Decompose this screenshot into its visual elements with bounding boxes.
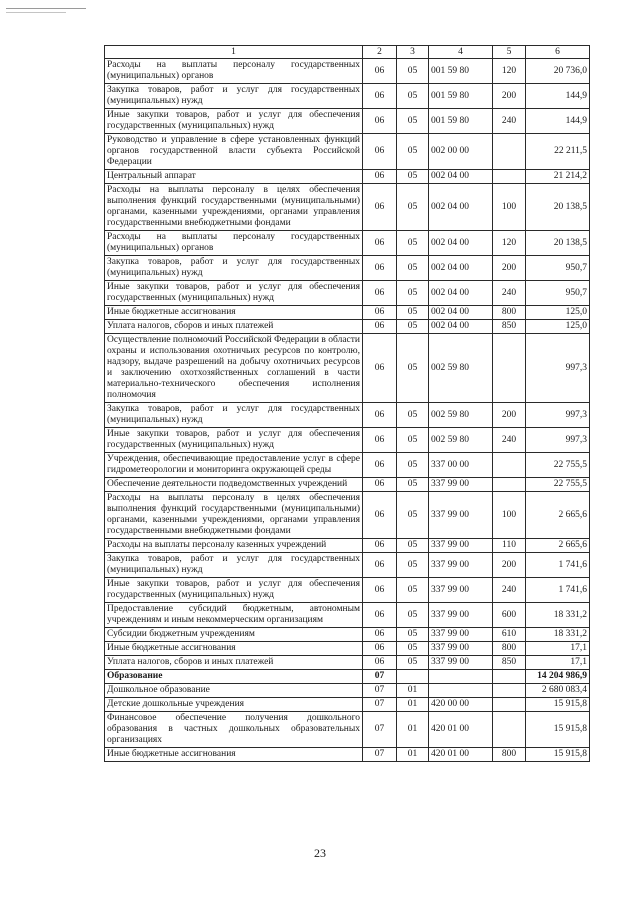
row-expense-type bbox=[493, 684, 526, 698]
table-body bbox=[105, 59, 590, 762]
row-name: Расходы на выплаты персоналу государственных (муниципальных) органов bbox=[105, 59, 363, 84]
row-target-article: 001 59 80 bbox=[429, 59, 493, 84]
row-subsection: 01 bbox=[397, 712, 429, 748]
row-expense-type: 100 bbox=[493, 492, 526, 539]
header-col-2: 2 bbox=[363, 46, 397, 59]
row-section: 06 bbox=[363, 403, 397, 428]
row-section: 06 bbox=[363, 320, 397, 334]
row-section: 06 bbox=[363, 453, 397, 478]
row-name: Финансовое обеспечение получения дошкольного образования в частных дошкольных образовательных организациях bbox=[105, 712, 363, 748]
table-row bbox=[105, 231, 590, 256]
row-name: Руководство и управление в сфере установленных функций органов государственной власти субъекта Российской Федерации bbox=[105, 134, 363, 170]
table-header bbox=[105, 46, 590, 59]
table-row bbox=[105, 184, 590, 231]
row-name: Уплата налогов, сборов и иных платежей bbox=[105, 656, 363, 670]
row-target-article: 001 59 80 bbox=[429, 109, 493, 134]
row-name: Закупка товаров, работ и услуг для государственных (муниципальных) нужд bbox=[105, 84, 363, 109]
row-name: Детские дошкольные учреждения bbox=[105, 698, 363, 712]
row-section: 06 bbox=[363, 656, 397, 670]
row-expense-type: 200 bbox=[493, 256, 526, 281]
table-row bbox=[105, 628, 590, 642]
row-expense-type: 120 bbox=[493, 231, 526, 256]
table-row bbox=[105, 256, 590, 281]
row-name: Расходы на выплаты персоналу государственных (муниципальных) органов bbox=[105, 231, 363, 256]
row-amount: 997,3 bbox=[526, 403, 590, 428]
row-amount: 20 138,5 bbox=[526, 184, 590, 231]
row-name: Уплата налогов, сборов и иных платежей bbox=[105, 320, 363, 334]
table-row bbox=[105, 334, 590, 403]
row-target-article: 337 99 00 bbox=[429, 628, 493, 642]
row-subsection: 05 bbox=[397, 134, 429, 170]
row-target-article: 420 00 00 bbox=[429, 698, 493, 712]
row-section: 06 bbox=[363, 539, 397, 553]
row-name: Расходы на выплаты персоналу казенных учреждений bbox=[105, 539, 363, 553]
row-amount: 997,3 bbox=[526, 334, 590, 403]
row-target-article: 002 59 80 bbox=[429, 403, 493, 428]
row-section: 06 bbox=[363, 170, 397, 184]
row-target-article: 337 99 00 bbox=[429, 553, 493, 578]
row-amount: 2 680 083,4 bbox=[526, 684, 590, 698]
row-section: 06 bbox=[363, 642, 397, 656]
row-section: 06 bbox=[363, 306, 397, 320]
row-section: 06 bbox=[363, 109, 397, 134]
row-expense-type bbox=[493, 478, 526, 492]
row-target-article: 337 99 00 bbox=[429, 492, 493, 539]
row-expense-type: 200 bbox=[493, 403, 526, 428]
row-target-article: 337 99 00 bbox=[429, 539, 493, 553]
row-section: 07 bbox=[363, 712, 397, 748]
row-target-article: 002 04 00 bbox=[429, 184, 493, 231]
row-subsection: 05 bbox=[397, 492, 429, 539]
row-name: Дошкольное образование bbox=[105, 684, 363, 698]
row-amount: 2 665,6 bbox=[526, 492, 590, 539]
table-row bbox=[105, 712, 590, 748]
row-amount: 950,7 bbox=[526, 256, 590, 281]
row-expense-type bbox=[493, 670, 526, 684]
row-target-article: 002 04 00 bbox=[429, 231, 493, 256]
row-amount: 18 331,2 bbox=[526, 628, 590, 642]
row-amount: 17,1 bbox=[526, 642, 590, 656]
row-name: Образование bbox=[105, 670, 363, 684]
table-row bbox=[105, 642, 590, 656]
row-section: 06 bbox=[363, 334, 397, 403]
row-target-article: 420 01 00 bbox=[429, 712, 493, 748]
row-amount: 2 665,6 bbox=[526, 539, 590, 553]
header-col-4: 4 bbox=[429, 46, 493, 59]
row-subsection: 05 bbox=[397, 453, 429, 478]
table-row bbox=[105, 553, 590, 578]
row-section: 06 bbox=[363, 256, 397, 281]
row-target-article: 337 99 00 bbox=[429, 603, 493, 628]
row-expense-type: 200 bbox=[493, 553, 526, 578]
row-subsection: 05 bbox=[397, 656, 429, 670]
row-expense-type: 850 bbox=[493, 320, 526, 334]
row-target-article: 420 01 00 bbox=[429, 748, 493, 762]
table-row bbox=[105, 698, 590, 712]
row-section: 06 bbox=[363, 478, 397, 492]
row-subsection: 01 bbox=[397, 748, 429, 762]
row-section: 06 bbox=[363, 603, 397, 628]
row-name: Закупка товаров, работ и услуг для государственных (муниципальных) нужд bbox=[105, 403, 363, 428]
row-target-article: 337 00 00 bbox=[429, 453, 493, 478]
header-col-1: 1 bbox=[105, 46, 363, 59]
row-expense-type bbox=[493, 134, 526, 170]
row-target-article: 002 00 00 bbox=[429, 134, 493, 170]
row-amount: 15 915,8 bbox=[526, 698, 590, 712]
row-section: 07 bbox=[363, 684, 397, 698]
row-expense-type: 240 bbox=[493, 578, 526, 603]
table-row bbox=[105, 170, 590, 184]
row-subsection: 05 bbox=[397, 553, 429, 578]
table-row bbox=[105, 539, 590, 553]
row-target-article bbox=[429, 670, 493, 684]
row-subsection: 05 bbox=[397, 256, 429, 281]
table-row bbox=[105, 109, 590, 134]
row-expense-type: 200 bbox=[493, 84, 526, 109]
row-subsection: 05 bbox=[397, 281, 429, 306]
row-subsection: 01 bbox=[397, 684, 429, 698]
row-expense-type: 100 bbox=[493, 184, 526, 231]
row-amount: 14 204 986,9 bbox=[526, 670, 590, 684]
row-name: Обеспечение деятельности подведомственных учреждений bbox=[105, 478, 363, 492]
row-expense-type: 600 bbox=[493, 603, 526, 628]
table-row bbox=[105, 603, 590, 628]
header-col-5: 5 bbox=[493, 46, 526, 59]
row-target-article: 337 99 00 bbox=[429, 578, 493, 603]
row-subsection: 05 bbox=[397, 320, 429, 334]
row-section: 07 bbox=[363, 698, 397, 712]
row-amount: 1 741,6 bbox=[526, 553, 590, 578]
row-section: 06 bbox=[363, 184, 397, 231]
row-section: 06 bbox=[363, 231, 397, 256]
row-subsection: 05 bbox=[397, 59, 429, 84]
row-expense-type: 120 bbox=[493, 59, 526, 84]
table-row bbox=[105, 748, 590, 762]
row-section: 07 bbox=[363, 670, 397, 684]
row-target-article: 002 04 00 bbox=[429, 320, 493, 334]
row-section: 06 bbox=[363, 553, 397, 578]
budget-table bbox=[104, 45, 590, 762]
row-expense-type bbox=[493, 712, 526, 748]
row-amount: 125,0 bbox=[526, 320, 590, 334]
table-row bbox=[105, 84, 590, 109]
header-row bbox=[105, 46, 590, 59]
row-section: 06 bbox=[363, 492, 397, 539]
row-amount: 20 736,0 bbox=[526, 59, 590, 84]
row-section: 06 bbox=[363, 84, 397, 109]
row-subsection: 05 bbox=[397, 478, 429, 492]
header-col-6: 6 bbox=[526, 46, 590, 59]
row-target-article: 337 99 00 bbox=[429, 478, 493, 492]
row-expense-type bbox=[493, 334, 526, 403]
row-expense-type: 110 bbox=[493, 539, 526, 553]
row-name: Субсидии бюджетным учреждениям bbox=[105, 628, 363, 642]
table-row bbox=[105, 492, 590, 539]
row-amount: 22 755,5 bbox=[526, 453, 590, 478]
row-name: Иные бюджетные ассигнования bbox=[105, 748, 363, 762]
row-name: Расходы на выплаты персоналу в целях обеспечения выполнения функций государственными (муниципальными) органами, казенными учреждениями, органами управления государственными внебюджетными фондами bbox=[105, 492, 363, 539]
row-name: Закупка товаров, работ и услуг для государственных (муниципальных) нужд bbox=[105, 553, 363, 578]
row-section: 07 bbox=[363, 748, 397, 762]
table-row bbox=[105, 670, 590, 684]
row-expense-type: 610 bbox=[493, 628, 526, 642]
table-row bbox=[105, 478, 590, 492]
row-name: Иные закупки товаров, работ и услуг для обеспечения государственных (муниципальных) нужд bbox=[105, 578, 363, 603]
table-row bbox=[105, 684, 590, 698]
row-section: 06 bbox=[363, 428, 397, 453]
row-subsection: 05 bbox=[397, 578, 429, 603]
row-target-article: 337 99 00 bbox=[429, 656, 493, 670]
row-subsection: 05 bbox=[397, 231, 429, 256]
row-target-article: 002 59 80 bbox=[429, 334, 493, 403]
row-name: Иные закупки товаров, работ и услуг для обеспечения государственных (муниципальных) нужд bbox=[105, 428, 363, 453]
row-amount: 144,9 bbox=[526, 84, 590, 109]
row-subsection: 05 bbox=[397, 306, 429, 320]
scan-mark bbox=[6, 8, 86, 9]
row-target-article: 002 04 00 bbox=[429, 281, 493, 306]
table-row bbox=[105, 59, 590, 84]
row-amount: 15 915,8 bbox=[526, 748, 590, 762]
table-row bbox=[105, 306, 590, 320]
header-col-3: 3 bbox=[397, 46, 429, 59]
row-expense-type: 850 bbox=[493, 656, 526, 670]
row-subsection: 05 bbox=[397, 428, 429, 453]
row-target-article: 337 99 00 bbox=[429, 642, 493, 656]
row-subsection: 05 bbox=[397, 403, 429, 428]
scan-mark bbox=[6, 12, 66, 13]
row-name: Иные бюджетные ассигнования bbox=[105, 642, 363, 656]
row-amount: 125,0 bbox=[526, 306, 590, 320]
row-section: 06 bbox=[363, 134, 397, 170]
row-section: 06 bbox=[363, 578, 397, 603]
row-amount: 144,9 bbox=[526, 109, 590, 134]
row-amount: 17,1 bbox=[526, 656, 590, 670]
row-subsection: 05 bbox=[397, 84, 429, 109]
row-target-article: 002 59 80 bbox=[429, 428, 493, 453]
row-amount: 1 741,6 bbox=[526, 578, 590, 603]
row-subsection: 05 bbox=[397, 628, 429, 642]
row-amount: 22 755,5 bbox=[526, 478, 590, 492]
row-target-article: 002 04 00 bbox=[429, 256, 493, 281]
row-name: Центральный аппарат bbox=[105, 170, 363, 184]
row-section: 06 bbox=[363, 59, 397, 84]
row-name: Предоставление субсидий бюджетным, автономным учреждениям и иным некоммерческим организациям bbox=[105, 603, 363, 628]
row-subsection: 05 bbox=[397, 109, 429, 134]
row-subsection: 05 bbox=[397, 539, 429, 553]
row-target-article bbox=[429, 684, 493, 698]
table-row bbox=[105, 134, 590, 170]
page-number: 23 bbox=[314, 846, 326, 860]
row-subsection: 05 bbox=[397, 184, 429, 231]
row-name: Иные бюджетные ассигнования bbox=[105, 306, 363, 320]
row-expense-type: 800 bbox=[493, 642, 526, 656]
table-row bbox=[105, 578, 590, 603]
row-subsection: 05 bbox=[397, 170, 429, 184]
row-target-article: 002 04 00 bbox=[429, 306, 493, 320]
table-row bbox=[105, 656, 590, 670]
row-amount: 950,7 bbox=[526, 281, 590, 306]
row-subsection: 01 bbox=[397, 698, 429, 712]
row-name: Осуществление полномочий Российской Федерации в области охраны и использования охотничьих ресурсов по контролю, надзору, выдаче разрешений на добычу охотничьих ресурсов и заключению охотхозяйственных соглашений в части материально-технического обеспечения исполнения полномочия bbox=[105, 334, 363, 403]
row-expense-type: 240 bbox=[493, 109, 526, 134]
row-amount: 22 211,5 bbox=[526, 134, 590, 170]
row-expense-type: 800 bbox=[493, 306, 526, 320]
row-subsection bbox=[397, 670, 429, 684]
row-amount: 997,3 bbox=[526, 428, 590, 453]
row-target-article: 002 04 00 bbox=[429, 170, 493, 184]
row-name: Учреждения, обеспечивающие предоставление услуг в сфере гидрометеорологии и мониторинга окружающей среды bbox=[105, 453, 363, 478]
row-subsection: 05 bbox=[397, 603, 429, 628]
row-subsection: 05 bbox=[397, 334, 429, 403]
row-target-article: 001 59 80 bbox=[429, 84, 493, 109]
row-expense-type bbox=[493, 698, 526, 712]
row-name: Иные закупки товаров, работ и услуг для обеспечения государственных (муниципальных) нужд bbox=[105, 109, 363, 134]
row-amount: 18 331,2 bbox=[526, 603, 590, 628]
table-row bbox=[105, 320, 590, 334]
row-expense-type: 800 bbox=[493, 748, 526, 762]
row-amount: 20 138,5 bbox=[526, 231, 590, 256]
row-expense-type: 240 bbox=[493, 281, 526, 306]
row-expense-type bbox=[493, 453, 526, 478]
table-row bbox=[105, 281, 590, 306]
row-name: Иные закупки товаров, работ и услуг для обеспечения государственных (муниципальных) нужд bbox=[105, 281, 363, 306]
table-row bbox=[105, 428, 590, 453]
row-name: Закупка товаров, работ и услуг для государственных (муниципальных) нужд bbox=[105, 256, 363, 281]
table-row bbox=[105, 403, 590, 428]
row-amount: 21 214,2 bbox=[526, 170, 590, 184]
row-section: 06 bbox=[363, 281, 397, 306]
row-expense-type bbox=[493, 170, 526, 184]
table-row bbox=[105, 453, 590, 478]
row-section: 06 bbox=[363, 628, 397, 642]
row-name: Расходы на выплаты персоналу в целях обеспечения выполнения функций государственными (муниципальными) органами, казенными учреждениями, органами управления государственными внебюджетными фондами bbox=[105, 184, 363, 231]
row-subsection: 05 bbox=[397, 642, 429, 656]
row-amount: 15 915,8 bbox=[526, 712, 590, 748]
row-expense-type: 240 bbox=[493, 428, 526, 453]
